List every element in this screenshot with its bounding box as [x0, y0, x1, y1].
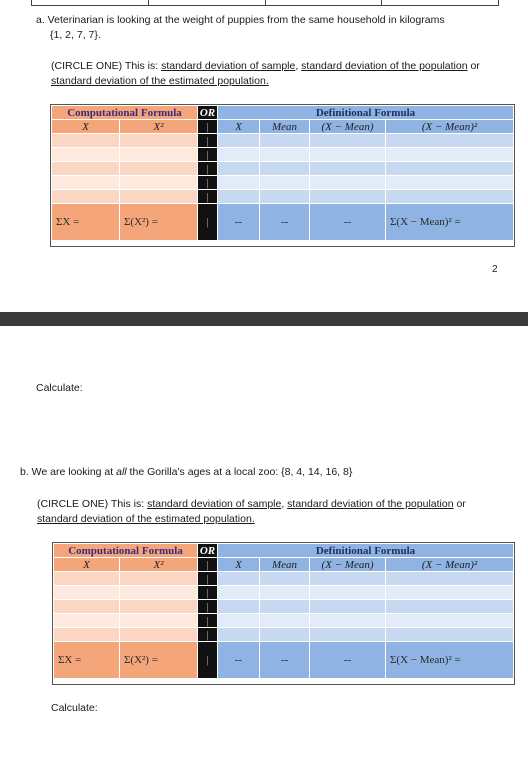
calculate-label: Calculate:	[51, 702, 98, 714]
sum-dash: --	[218, 204, 260, 241]
col-x: X	[52, 120, 120, 134]
col-x: X	[54, 558, 120, 572]
definitional-formula-header: Definitional Formula	[218, 544, 514, 558]
col-deviation-squared: (X − Mean)²	[386, 120, 514, 134]
or-text: or	[467, 60, 480, 72]
table-row: |	[54, 628, 514, 642]
table-row: |	[52, 134, 514, 148]
col-deviation: (X − Mean)	[310, 120, 386, 134]
sum-dash: --	[310, 204, 386, 241]
option-sample[interactable]: standard deviation of sample	[161, 60, 296, 72]
circle-one-b-line2	[37, 513, 255, 526]
formula-table-b	[53, 543, 514, 679]
circle-one-b: (CIRCLE ONE) This is: standard deviation of sample, standard deviation of the population or	[37, 498, 466, 510]
page-separator	[0, 312, 528, 326]
computational-formula-header: Computational Formula	[52, 106, 198, 120]
option-estimated-population[interactable]: standard deviation of the estimated population.	[37, 513, 255, 525]
col-deviation: (X − Mean)	[310, 558, 386, 572]
page-number: 2	[492, 264, 498, 275]
table-row: |	[54, 572, 514, 586]
question-a-data: {1, 2, 7, 7}.	[50, 29, 101, 41]
col-deviation-squared: (X − Mean)²	[386, 558, 514, 572]
table-row: |	[52, 148, 514, 162]
option-population[interactable]: standard deviation of the population	[301, 60, 468, 72]
question-a-text: a. Veterinarian is looking at the weight of puppies from the same household in kilograms	[36, 14, 445, 26]
page-1	[0, 0, 528, 312]
question-b-post: the Gorilla’s ages at a local zoo: {8, 4, 14, 16, 8}	[126, 466, 353, 478]
definitional-formula-header: Definitional Formula	[218, 106, 514, 120]
table-row: |	[52, 162, 514, 176]
col-mean: Mean	[260, 558, 310, 572]
sum-dash: --	[218, 642, 260, 679]
formula-table-a	[51, 105, 514, 241]
option-estimated-population[interactable]: standard deviation of the estimated population.	[51, 75, 269, 87]
previous-table-bottom	[31, 0, 499, 6]
sum-x[interactable]: ΣX =	[54, 642, 120, 679]
circle-one-prefix: (CIRCLE ONE) This is:	[51, 60, 162, 72]
sum-dash: --	[260, 642, 310, 679]
table-row: |	[54, 586, 514, 600]
page-2	[0, 326, 528, 772]
question-b-pre: b. We are looking at	[20, 466, 117, 478]
calculate-label: Calculate:	[36, 382, 83, 394]
or-label: OR	[198, 106, 218, 120]
sum-x-squared[interactable]: Σ(X²) =	[120, 204, 198, 241]
sum-deviation-squared[interactable]: Σ(X − Mean)² =	[386, 642, 514, 679]
sum-x-squared[interactable]: Σ(X²) =	[120, 642, 198, 679]
option-sample[interactable]: standard deviation of sample	[147, 498, 282, 510]
computational-formula-header: Computational Formula	[54, 544, 198, 558]
or-label: OR	[198, 544, 218, 558]
question-b-text	[20, 466, 352, 479]
option-population[interactable]: standard deviation of the population	[287, 498, 454, 510]
table-row: |	[54, 600, 514, 614]
col-x-def: X	[218, 120, 260, 134]
circle-one-prefix: (CIRCLE ONE) This is:	[37, 498, 148, 510]
or-text: or	[453, 498, 466, 510]
col-x-def: X	[218, 558, 260, 572]
table-row: |	[52, 176, 514, 190]
question-b-emphasis: all	[116, 466, 127, 478]
sum-dash: --	[260, 204, 310, 241]
or-bar: |	[198, 558, 218, 572]
col-x-squared: X²	[120, 120, 198, 134]
sum-dash: --	[310, 642, 386, 679]
col-mean: Mean	[260, 120, 310, 134]
sum-x[interactable]: ΣX =	[52, 204, 120, 241]
col-x-squared: X²	[120, 558, 198, 572]
or-bar: |	[198, 120, 218, 134]
table-row: |	[52, 190, 514, 204]
table-row: |	[54, 614, 514, 628]
circle-one-a: (CIRCLE ONE) This is: standard deviation of sample, standard deviation of the population or	[51, 60, 480, 72]
sum-deviation-squared[interactable]: Σ(X − Mean)² =	[386, 204, 514, 241]
circle-one-a-line2	[51, 75, 269, 88]
sum-row: ΣX = Σ(X²) = | -- -- -- Σ(X − Mean)² =	[52, 204, 514, 241]
sum-row: ΣX = Σ(X²) = | -- -- -- Σ(X − Mean)² =	[54, 642, 514, 679]
